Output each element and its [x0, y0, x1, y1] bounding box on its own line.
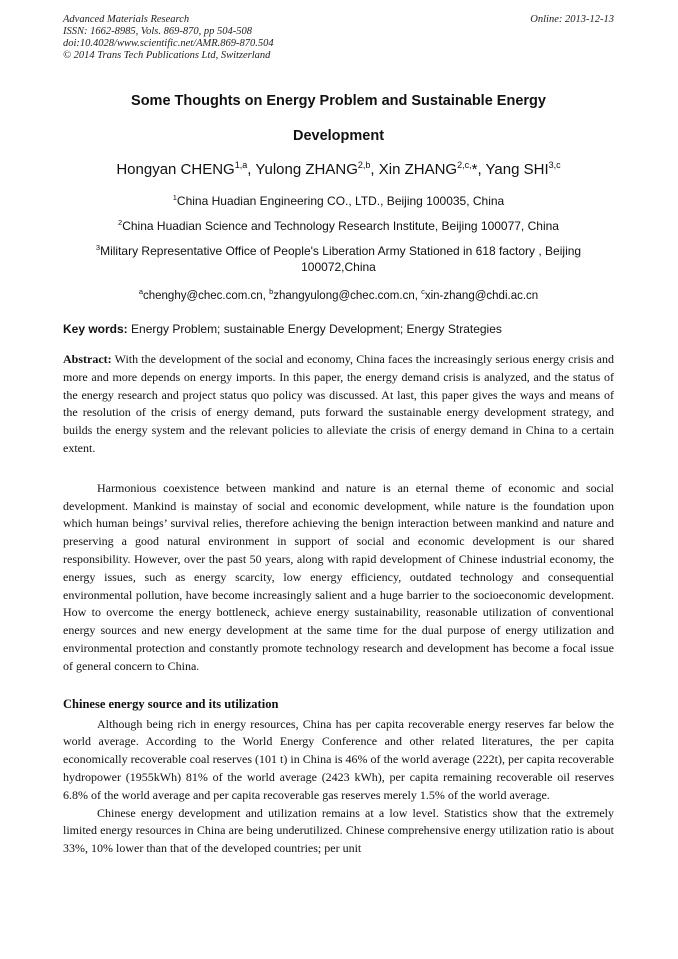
author-name: Yulong ZHANG	[255, 161, 358, 178]
email-separator: ,	[414, 290, 422, 302]
body-paragraph: Chinese energy development and utilization remains at a low level. Statistics show that the extremely limited energy resources in China are being underutilized. Chinese comprehensive energy utilization ratio is about 33%, 10% lower than that of the developed countries; per unit	[63, 805, 614, 856]
author-affil-sup: 2,b	[357, 160, 371, 170]
email-sup: c	[421, 287, 425, 296]
keywords-label: Key words:	[63, 322, 128, 336]
keywords	[63, 321, 614, 337]
author-affil-sup: 3,c	[548, 160, 561, 170]
email-sup: b	[269, 287, 274, 296]
affiliation-text: China Huadian Engineering CO., LTD., Beijing 100035, China	[176, 194, 505, 208]
email-sup: a	[138, 287, 143, 296]
doi-line: doi:10.4028/www.scientific.net/AMR.869-870.504	[63, 38, 274, 49]
email-address: xin-zhang@chdi.ac.cn	[424, 290, 539, 302]
paper-page	[63, 14, 614, 858]
abstract-label: Abstract:	[63, 352, 112, 366]
issn-line: ISSN: 1662-8985, Vols. 869-870, pp 504-508	[63, 26, 252, 37]
author-separator: ,	[370, 161, 379, 178]
paper-title	[63, 84, 614, 154]
author-name: Xin ZHANG	[378, 161, 458, 178]
author-name: Yang SHI	[485, 161, 549, 178]
title-line-2: Development	[292, 128, 385, 144]
affiliation	[63, 243, 614, 275]
affiliation-number: 2	[118, 218, 123, 227]
email-separator: ,	[262, 290, 270, 302]
copyright-line: © 2014 Trans Tech Publications Ltd, Switzerland	[63, 50, 271, 61]
author-list	[63, 160, 614, 180]
intro-paragraph: Harmonious coexistence between mankind and nature is an eternal theme of economic and social development. Mankind is mainstay of social and economic development, while nature is the foundation upon which human beings’ survival relies, therefore achieving the benign interaction between mankind and nature and preserving a good natural environment in support of social and economic development is our shared responsibility. However, over the past 50 years, along with rapid development of Chinese industrial economy, the energy issues, such as energy scarcity, low energy efficiency, outdated technology and consequential environmental pollution, have become increasingly salient and a huge barrier to the socioeconomic development. How to overcome the energy bottleneck, achieve energy sustainability, reasonable utilization of conventional energy sources and new energy development at the same time for the dual purpose of energy utilization and environmental protection and constantly promote technology research and development has become a focal issue of general concern to China.	[63, 480, 614, 673]
author-affil-sup: 2,c,	[457, 160, 472, 170]
affiliation-text-cont: 100072,China	[301, 260, 376, 274]
email-list	[63, 288, 614, 304]
journal-header	[63, 14, 614, 62]
abstract-text: With the development of the social and economy, China faces the increasingly serious energy crisis and more and more depends on energy imports. In this paper, the energy demand crisis is analyzed, and the status of the energy research and project status quo policy was discussed. At last, this paper gives the ways and means of the resolution of the crisis of energy demand, puts forward the sustainable energy development strategy, and builds the energy system and the relevant policies to alleviate the crisis of energy demand in China to a certain extent.	[63, 352, 614, 455]
affiliation-number: 1	[172, 193, 177, 202]
online-date: Online: 2013-12-13	[530, 14, 614, 25]
affiliation-number: 3	[95, 243, 101, 252]
author-name: Hongyan CHENG	[116, 161, 235, 178]
keywords-text: Energy Problem; sustainable Energy Development; Energy Strategies	[127, 322, 502, 336]
author-separator: ,	[477, 161, 486, 178]
author-separator: ,	[247, 161, 256, 178]
abstract	[63, 351, 614, 458]
journal-name: Advanced Materials Research	[63, 14, 190, 25]
author-affil-sup: 1,a	[234, 160, 248, 170]
title-line-1: Some Thoughts on Energy Problem and Sustainable Energy	[131, 93, 546, 109]
affiliation-text: Military Representative Office of People's Liberation Army Stationed in 618 factory , Beijing	[100, 244, 582, 258]
email-address: zhangyulong@chec.com.cn	[273, 290, 415, 302]
body-paragraph: Although being rich in energy resources, China has per capita recoverable energy reserves far below the world average. According to the World Energy Conference and other related literatures, the per capita economically recoverable coal reserves (101 t) in China is 46% of the world average (222t), per capita recoverable hydropower (1955kWh) 81% of the world average (2423 kWh), per capita remaining recoverable oil reserves 6.8% of the world average and per capita recoverable gas reserves merely 1.5% of the world average.	[63, 716, 614, 802]
affiliation	[63, 218, 614, 234]
affiliation	[63, 193, 614, 209]
affiliation-text: China Huadian Science and Technology Research Institute, Beijing 100077, China	[122, 219, 559, 233]
email-address: chenghy@chec.com.cn	[142, 290, 263, 302]
corresponding-author-mark: *	[471, 161, 478, 178]
section-heading: Chinese energy source and its utilization	[63, 696, 279, 711]
